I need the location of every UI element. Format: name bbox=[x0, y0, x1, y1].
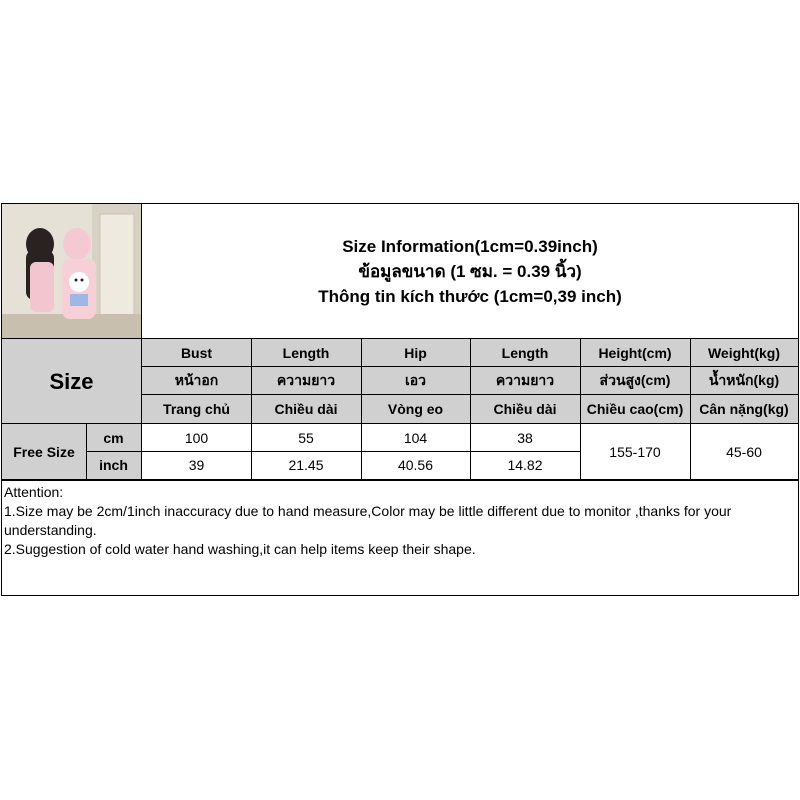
col-length2-th: ความยาว bbox=[495, 372, 555, 388]
title-vietnamese: Thông tin kích thước (1cm=0,39 inch) bbox=[318, 286, 622, 306]
col-bust-vi: Trang chủ bbox=[163, 401, 230, 417]
col-weight-en: Weight(kg) bbox=[707, 345, 781, 361]
inch-hip-value: 40.56 bbox=[397, 457, 434, 473]
size-info-title bbox=[142, 204, 798, 338]
col-height-vi: Chiều cao(cm) bbox=[586, 401, 684, 417]
border-top bbox=[1, 203, 799, 204]
border-col3 bbox=[361, 338, 362, 480]
border-header-bottom bbox=[1, 338, 799, 339]
border-col4 bbox=[470, 338, 471, 480]
weight-range-value: 45-60 bbox=[726, 443, 762, 460]
inch-length2-value: 14.82 bbox=[507, 457, 543, 473]
inch-bust-value: 39 bbox=[188, 457, 205, 473]
product-photo-image bbox=[2, 204, 142, 338]
border-bottom bbox=[1, 595, 799, 596]
border-col5 bbox=[580, 338, 581, 480]
attention-line-2: 2.Suggestion of cold water hand washing,it can help items keep their shape. bbox=[4, 541, 476, 557]
product-photo bbox=[2, 204, 142, 338]
free-size-label: Free Size bbox=[13, 443, 75, 460]
col-length-vi: Chiều dài bbox=[274, 401, 338, 417]
title-thai: ข้อมูลขนาด (1 ซม. = 0.39 นิ้ว) bbox=[358, 261, 582, 281]
col-length2-en: Length bbox=[501, 345, 549, 361]
col-length-en: Length bbox=[282, 345, 330, 361]
col-length2-vi: Chiều dài bbox=[493, 401, 557, 417]
col-weight-th: น้ำหนัก(kg) bbox=[708, 372, 780, 388]
unit-inch-label: inch bbox=[99, 457, 128, 473]
title-english: Size Information(1cm=0.39inch) bbox=[342, 236, 598, 256]
border-col2 bbox=[251, 338, 252, 480]
border-table-bottom bbox=[1, 479, 799, 481]
attention-line-1: 1.Size may be 2cm/1inch inaccuracy due to hand measure,Color may be little different due to monitor ,thanks for your understanding. bbox=[4, 503, 732, 538]
border-row3 bbox=[1, 423, 799, 424]
col-height-th: ส่วนสูง(cm) bbox=[599, 372, 671, 388]
border-row4 bbox=[86, 451, 580, 452]
unit-cm-label: cm bbox=[103, 429, 124, 446]
cm-length-value: 55 bbox=[298, 429, 314, 446]
cm-hip-value: 104 bbox=[403, 429, 428, 446]
attention-title: Attention: bbox=[4, 484, 64, 500]
col-bust-en: Bust bbox=[180, 345, 213, 361]
border-photo bbox=[141, 203, 142, 480]
attention-notes bbox=[4, 483, 794, 593]
col-bust-th: หน้าอก bbox=[174, 372, 219, 388]
border-col6 bbox=[690, 338, 691, 480]
col-length-th: ความยาว bbox=[276, 372, 336, 388]
inch-length-value: 21.45 bbox=[288, 457, 324, 473]
border-left bbox=[1, 203, 2, 596]
col-weight-vi: Cân nặng(kg) bbox=[699, 401, 789, 417]
cm-bust-value: 100 bbox=[184, 429, 209, 446]
border-right bbox=[798, 203, 799, 596]
size-label: Size bbox=[49, 368, 94, 394]
col-hip-en: Hip bbox=[404, 345, 427, 361]
col-height-en: Height(cm) bbox=[598, 345, 672, 361]
col-hip-th: เอว bbox=[404, 372, 427, 388]
border-unit bbox=[86, 424, 87, 480]
cm-length2-value: 38 bbox=[517, 429, 533, 446]
col-hip-vi: Vòng eo bbox=[387, 401, 444, 417]
height-range-value: 155-170 bbox=[609, 443, 661, 460]
